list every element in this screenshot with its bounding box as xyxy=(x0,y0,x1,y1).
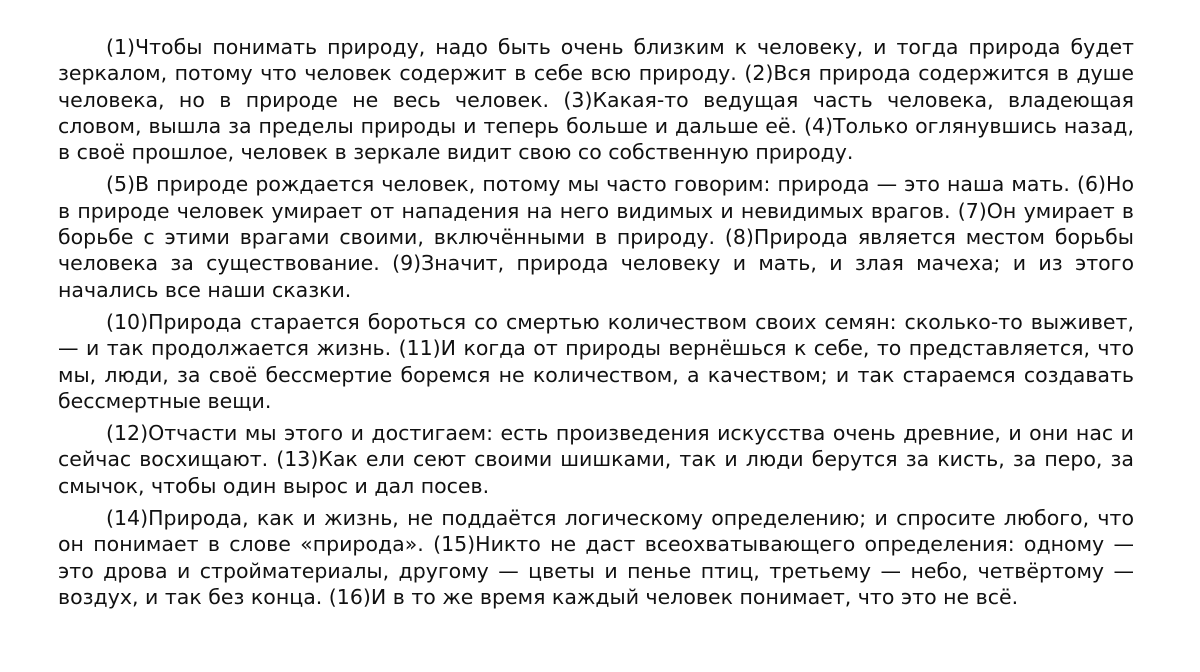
paragraph-4: (12)Отчасти мы этого и достигаем: есть произведения искусства очень древние, и они нас и сейчас восхищают. (13)Как ели сеют своими шишками, так и люди берутся за кисть, за перо, за смычок, чтобы один вырос и дал посев. xyxy=(58,421,1134,498)
paragraph-2: (5)В природе рождается человек, потому мы часто говорим: природа — это наша мать. (6)Но в природе человек умирает от нападения на него видимых и невидимых врагов. (7)Он умирает в борьбе с этими врагами своими, включёнными в природу. (8)Природа является местом борьбы человека за существование. (9)Значит, природа человеку и мать, и злая мачеха; и из этого начались все наши сказки. xyxy=(58,172,1134,302)
paragraph-3: (10)Природа старается бороться со смертью количеством своих семян: сколько-то выживет, — и так продолжается жизнь. (11)И когда от природы вернёшься к себе, то представляется, что мы, люди, за своё бессмертие боремся не количеством, а качеством; и так стараемся создавать бессмертные вещи. xyxy=(58,309,1134,413)
paragraph-5: (14)Природа, как и жизнь, не поддаётся логическому определению; и спросите любого, что он понимает в слове «природа». (15)Никто не даст всеохватывающего определения: одному — это дрова и стройматериалы, другому — цветы и пенье птиц, третьему — небо, четвёртому — воздух, и так без конца. (16)И в то же время каждый человек понимает, что это не всё. xyxy=(58,506,1134,609)
paragraph-1: (1)Чтобы понимать природу, надо быть очень близким к человеку, и тогда природа будет зеркалом, потому что человек содержит в себе всю природу. (2)Вся природа содержится в душе человека, но в природе не весь человек. (3)Какая-то ведущая часть человека, владеющая словом, вышла за пределы природы и теперь больше и дальше её. (4)Только оглянувшись назад, в своё прошлое, человек в зеркале видит свою со собственную природу. xyxy=(58,35,1134,165)
document-text xyxy=(58,34,1134,616)
